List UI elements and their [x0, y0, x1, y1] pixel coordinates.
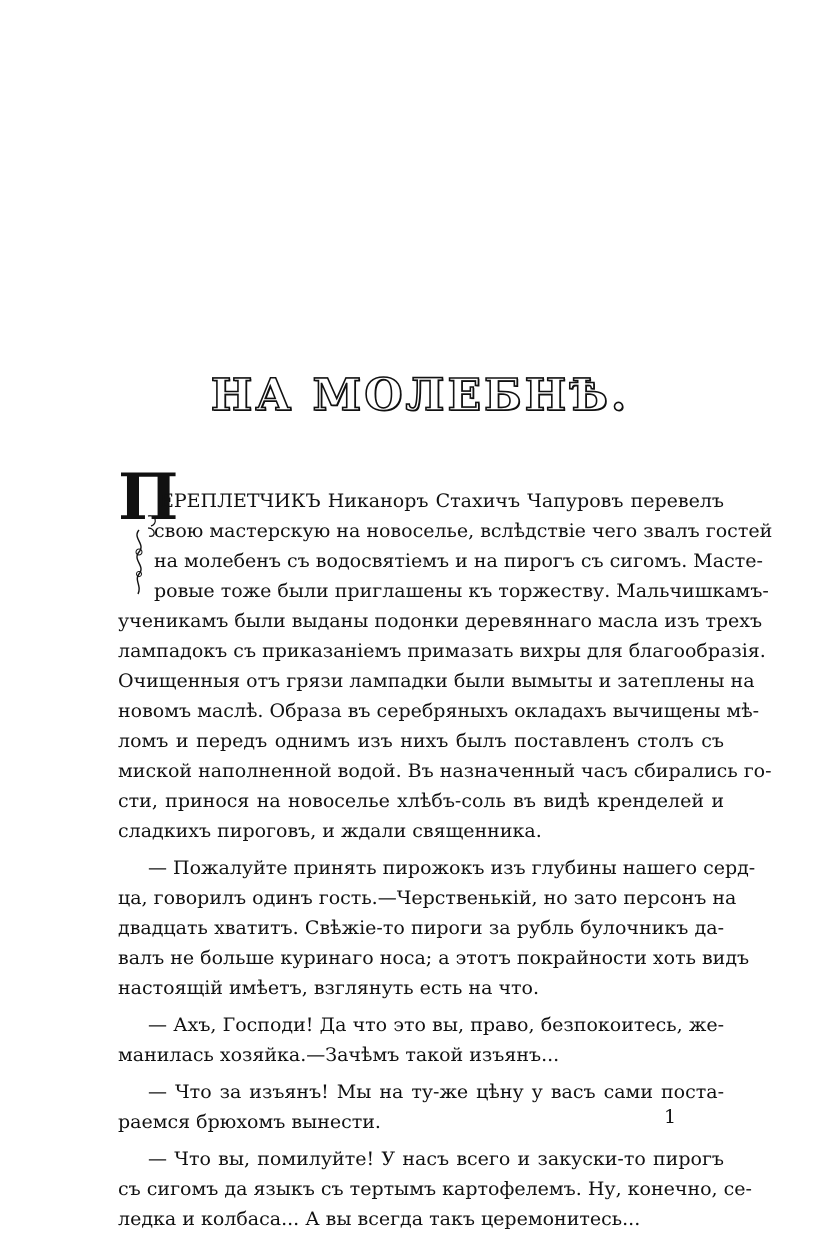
text-line: двадцать хватитъ. Свѣжіе-то пироги за рубль булочникъ да-	[118, 917, 724, 939]
text-line: миской наполненной водой. Въ назначенный часъ сбирались го-	[118, 760, 772, 782]
text-line: манилась хозяйка.—Зачѣмъ такой изъянъ...	[118, 1044, 560, 1066]
text-line: — Что вы, помилуйте! У насъ всего и закуски-то пирогъ	[148, 1148, 724, 1170]
page-number: 1	[664, 1106, 677, 1128]
text-line: раемся брюхомъ вынести.	[118, 1111, 381, 1133]
text-line: ледка и колбаса... А вы всегда такъ церемонитесь...	[118, 1208, 641, 1230]
text-line: ца, говорилъ одинъ гость.—Черственькій, но зато персонъ на	[118, 887, 737, 909]
text-line: ровые тоже были приглашены къ торжеству. Мальчишкамъ-	[154, 580, 769, 602]
text-line: — Что за изъянъ! Мы на ту-же цѣну у васъ сами поста-	[148, 1081, 724, 1103]
text-line: — Ахъ, Господи! Да что это вы, право, безпокоитесь, же-	[148, 1014, 724, 1036]
text-line: на молебенъ съ водосвятіемъ и на пирогъ съ сигомъ. Масте-	[154, 550, 763, 572]
text-line: ЕРЕПЛЕТЧИКЪ Никаноръ Стахичъ Чапуровъ перевелъ	[160, 490, 724, 512]
text-line: ломъ и передъ однимъ изъ нихъ былъ поставленъ столъ съ	[118, 730, 724, 752]
text-line: лампадокъ съ приказаніемъ примазать вихры для благообразія.	[118, 640, 766, 662]
main-text	[118, 486, 773, 1234]
text-line: — Пожалуйте принять пирожокъ изъ глубины нашего серд-	[148, 857, 756, 879]
text-line: новомъ маслѣ. Образа въ серебряныхъ окладахъ вычищены мѣ-	[118, 700, 760, 722]
text-line: валъ не больше куринаго носа; а этотъ покрайности хоть видъ	[118, 947, 750, 969]
text-line: ученикамъ были выданы подонки деревяннаго масла изъ трехъ	[118, 610, 763, 632]
text-line: настоящій имѣетъ, взглянуть есть на что.	[118, 977, 540, 999]
chapter-title: НА МОЛЕБНѢ.	[210, 370, 630, 421]
text-line: сладкихъ пироговъ, и ждали священника.	[118, 820, 542, 842]
text-line: Очищенныя отъ грязи лампадки были вымыты и затеплены на	[118, 670, 755, 692]
text-line: съ сигомъ да языкъ съ тертымъ картофелемъ. Ну, конечно, се-	[118, 1178, 752, 1200]
text-line: свою мастерскую на новоселье, вслѣдствіе чего звалъ гостей	[154, 520, 773, 542]
text-line: сти, принося на новоселье хлѣбъ-соль въ видѣ кренделей и	[118, 790, 724, 812]
drop-cap-letter: П	[118, 460, 179, 535]
